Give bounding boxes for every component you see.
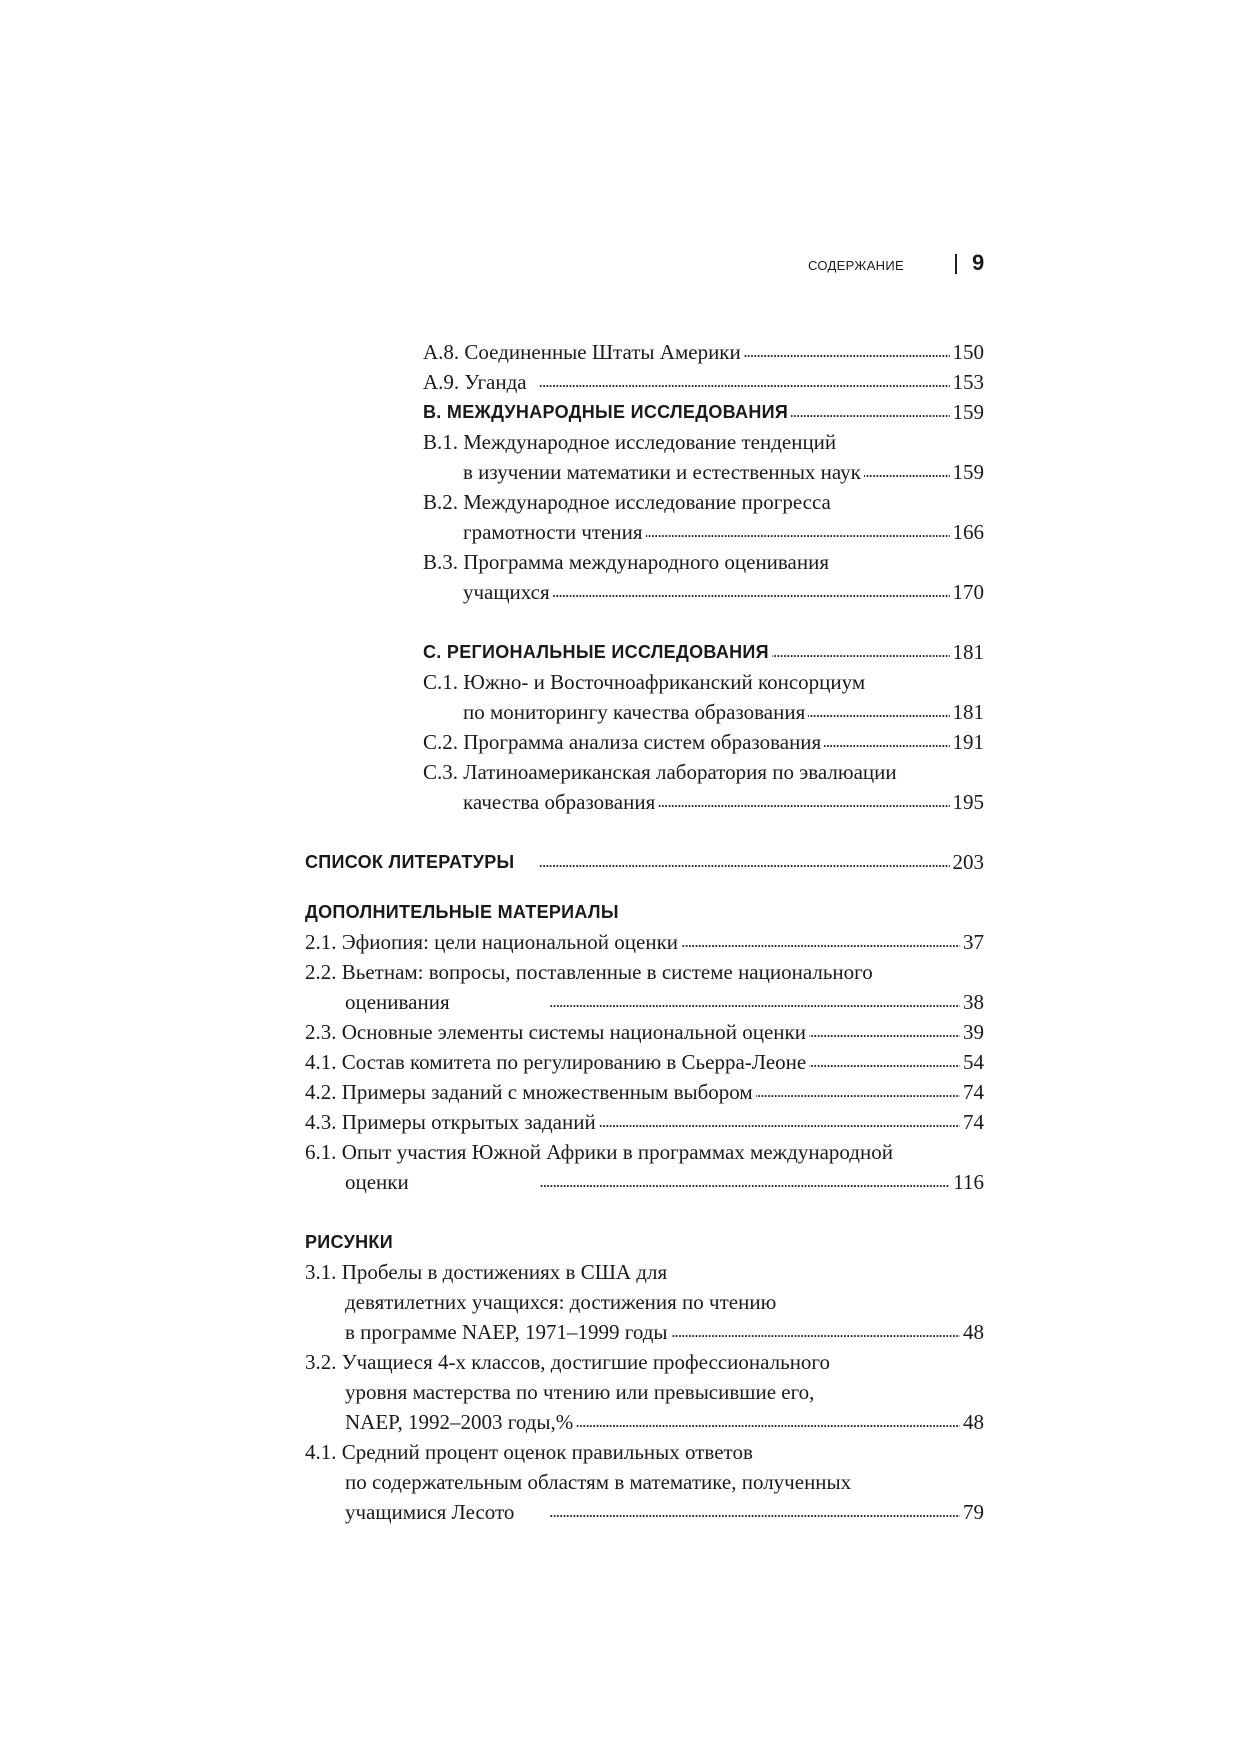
toc-section-appendix (423, 337, 984, 817)
entry-title: учащихся (463, 580, 550, 604)
toc-entry[interactable] (305, 1137, 984, 1197)
toc-entry-line (423, 487, 984, 517)
dot-leader (517, 1497, 960, 1527)
entry-title: C.1. Южно- и Восточноафриканский консорциум (423, 670, 866, 694)
dot-leader (824, 727, 949, 757)
entry-title: девятилетних учащихся: достижения по чтению (345, 1290, 777, 1314)
entry-page: 74 (963, 1110, 984, 1134)
entry-title: 4.2. Примеры заданий с множественным выбором (305, 1080, 753, 1104)
entry-page: 203 (952, 850, 984, 874)
toc-entry[interactable] (305, 1107, 984, 1137)
entry-title: 4.3. Примеры открытых заданий (305, 1110, 596, 1134)
toc-entry-line (423, 547, 984, 577)
entry-title: СПИСОК ЛИТЕРАТУРЫ (305, 852, 515, 872)
entry-title: 4.1. Состав комитета по регулированию в Сьерра-Леоне (305, 1050, 807, 1074)
toc-entry-line (423, 697, 984, 727)
entry-title: в изучении математики и естественных наук (463, 460, 861, 484)
entry-title: C.3. Латиноамериканская лаборатория по эвалюации (423, 760, 897, 784)
toc-entry-bibliography[interactable] (305, 847, 984, 877)
dot-leader (453, 987, 960, 1017)
entry-title: 3.1. Пробелы в достижениях в США для (305, 1260, 668, 1284)
dot-leader (809, 1047, 960, 1077)
toc-entry-line (305, 1497, 984, 1527)
dot-leader (808, 697, 949, 727)
section-title: ДОПОЛНИТЕЛЬНЫЕ МАТЕРИАЛЫ (305, 902, 619, 922)
toc-entry[interactable] (423, 637, 984, 667)
entry-title: грамотности чтения (463, 520, 643, 544)
entry-title: NAEP, 1992–2003 годы,% (345, 1410, 574, 1434)
toc-entry-line (305, 1077, 984, 1107)
header-divider (955, 254, 957, 274)
toc-entry[interactable] (423, 427, 984, 487)
entry-page: 191 (952, 730, 984, 754)
entry-page: 116 (953, 1170, 984, 1194)
toc-entry[interactable] (423, 367, 984, 397)
toc-entry-line (305, 1167, 984, 1197)
entry-title: по содержательным областям в математике, полученных (345, 1470, 852, 1494)
toc-entry[interactable] (423, 757, 984, 817)
dot-leader (599, 1107, 960, 1137)
toc-section-back-matter (305, 847, 984, 1527)
entry-page: 79 (963, 1500, 984, 1524)
dot-leader (412, 1167, 951, 1197)
toc-entry[interactable] (423, 727, 984, 757)
entry-title: 6.1. Опыт участия Южной Африки в программах международной (305, 1140, 893, 1164)
toc-entry-line (305, 1047, 984, 1077)
dot-leader (744, 337, 950, 367)
toc-entry-line (423, 637, 984, 667)
toc-entry[interactable] (305, 1257, 984, 1347)
entry-page: 38 (963, 990, 984, 1014)
dot-leader (809, 1017, 960, 1047)
toc-entry[interactable] (305, 1047, 984, 1077)
entry-title: C.2. Программа анализа систем образования (423, 730, 822, 754)
toc-entry[interactable] (423, 667, 984, 727)
running-header (0, 252, 1240, 280)
figures-heading (305, 1227, 984, 1257)
entry-title: 3.2. Учащиеся 4-х классов, достигшие профессионального (305, 1350, 831, 1374)
toc-entry-line (305, 1287, 984, 1317)
toc-entry[interactable] (305, 927, 984, 957)
toc-entry-line (423, 427, 984, 457)
entry-title: B. МЕЖДУНАРОДНЫЕ ИССЛЕДОВАНИЯ (423, 402, 789, 422)
entry-title: 4.1. Средний процент оценок правильных ответов (305, 1440, 753, 1464)
entry-page: 181 (952, 640, 984, 664)
toc-entry-line (423, 337, 984, 367)
toc-entry-line (305, 1017, 984, 1047)
boxes-heading (305, 897, 984, 927)
entry-page: 195 (952, 790, 984, 814)
entry-page: 159 (952, 400, 984, 424)
toc-entry-line (305, 1347, 984, 1377)
entry-title: 2.1. Эфиопия: цели национальной оценки (305, 930, 679, 954)
entry-title: A.8. Соединенные Штаты Америки (423, 340, 741, 364)
toc-entry[interactable] (305, 1017, 984, 1047)
entry-title: по мониторингу качества образования (463, 700, 806, 724)
toc-entry-line (305, 1377, 984, 1407)
toc-entry-line (305, 1257, 984, 1287)
section-title: РИСУНКИ (305, 1232, 393, 1252)
dot-leader (681, 927, 960, 957)
toc-entry[interactable] (305, 1077, 984, 1107)
entry-title: 2.3. Основные элементы системы национальной оценки (305, 1020, 806, 1044)
toc-entry-line (305, 1407, 984, 1437)
entry-title: оценивания (345, 990, 450, 1014)
toc-entry-line (305, 1317, 984, 1347)
toc-entry-line (305, 987, 984, 1017)
toc-entry[interactable] (423, 337, 984, 367)
dot-leader (576, 1407, 960, 1437)
dot-leader (517, 847, 949, 877)
entry-title: A.9. Уганда (423, 370, 527, 394)
dot-leader (756, 1077, 960, 1107)
entry-page: 48 (963, 1320, 984, 1344)
entry-title: B.1. Международное исследование тенденций (423, 430, 837, 454)
entry-page: 54 (963, 1050, 984, 1074)
entry-title: учащимися Лесото (345, 1500, 515, 1524)
toc-entry[interactable] (423, 487, 984, 547)
running-header-title: СОДЕРЖАНИЕ (807, 258, 904, 273)
toc-entry-line (423, 457, 984, 487)
entry-page: 37 (963, 930, 984, 954)
toc-entry-line (305, 1437, 984, 1467)
entry-title: в программе NAEP, 1971–1999 годы (345, 1320, 668, 1344)
toc-entry-line (423, 667, 984, 697)
entry-title: качества образования (463, 790, 656, 814)
toc-entry-line (305, 1107, 984, 1137)
entry-page: 170 (952, 580, 984, 604)
toc-entry-line (305, 1137, 984, 1167)
toc-entry-line (305, 1467, 984, 1497)
toc-entry-line (423, 397, 984, 427)
toc-entry[interactable] (423, 547, 984, 607)
dot-leader (772, 637, 950, 667)
dot-leader (791, 397, 949, 427)
entry-page: 181 (952, 700, 984, 724)
entry-page: 39 (963, 1020, 984, 1044)
dot-leader (671, 1317, 960, 1347)
toc-entry[interactable] (423, 397, 984, 427)
toc-entry-line (423, 757, 984, 787)
toc-entry-line (423, 517, 984, 547)
toc-entry[interactable] (305, 1437, 984, 1527)
toc-entry-line (305, 957, 984, 987)
toc-entry-line (423, 577, 984, 607)
entry-page: 48 (963, 1410, 984, 1434)
entry-title: B.3. Программа международного оценивания (423, 550, 830, 574)
entry-page: 150 (952, 340, 984, 364)
toc-entry[interactable] (305, 1347, 984, 1437)
toc-entry-line (305, 927, 984, 957)
entry-page: 153 (952, 370, 984, 394)
dot-leader (864, 457, 950, 487)
dot-leader (530, 367, 950, 397)
toc-entry[interactable] (305, 957, 984, 1017)
entry-title: оценки (345, 1170, 409, 1194)
entry-title: C. РЕГИОНАЛЬНЫЕ ИССЛЕДОВАНИЯ (423, 642, 769, 662)
toc-entry-line (423, 367, 984, 397)
toc-entry-line (423, 727, 984, 757)
toc-entry-line (423, 787, 984, 817)
dot-leader (553, 577, 950, 607)
dot-leader (658, 787, 949, 817)
entry-title: B.2. Международное исследование прогресса (423, 490, 831, 514)
entry-title: уровня мастерства по чтению или превысившие его, (345, 1380, 815, 1404)
dot-leader (646, 517, 950, 547)
entry-title: 2.2. Вьетнам: вопросы, поставленные в системе национального (305, 960, 873, 984)
entry-page: 166 (952, 520, 984, 544)
page-number: 9 (972, 250, 985, 275)
entry-page: 74 (963, 1080, 984, 1104)
entry-page: 159 (952, 460, 984, 484)
